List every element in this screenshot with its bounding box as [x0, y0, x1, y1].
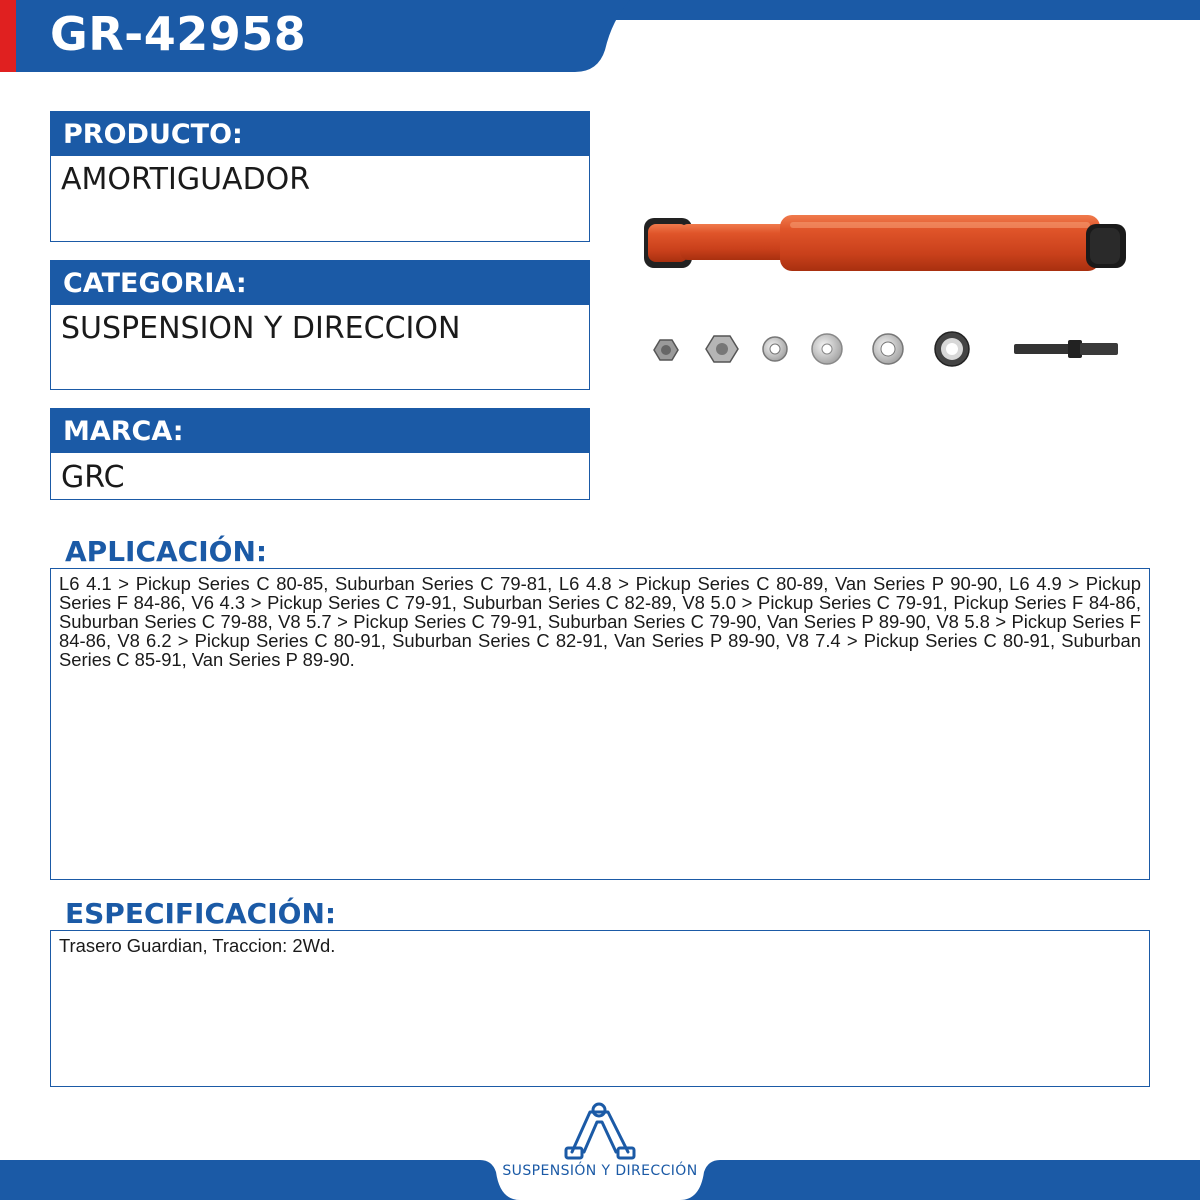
control-arm-icon [562, 1100, 638, 1164]
producto-value: AMORTIGUADOR [50, 156, 590, 242]
hardware-kit [654, 332, 1118, 366]
header-accent-stripe [0, 0, 16, 72]
aplicacion-title: APLICACIÓN: [65, 535, 268, 568]
aplicacion-text: L6 4.1 > Pickup Series C 80-85, Suburban Series C 79-81, L6 4.8 > Pickup Series C 80-89, Van Series P 90-90, L6 4.9 > Pickup Series F 84-86, V6 4.3 > Pickup Series C 79-91, Suburban Series C 82-89, V8 5.0 > Pickup Series C 79-91, Pickup Series F 84-86, Suburban Series C 79-88, V8 5.7 > Pickup Series C 79-91, Suburban Series C 79-90, Van Series P 89-90, V8 5.8 > Pickup Series F 84-86, V8 6.2 > Pickup Series C 80-91, Suburban Series C 82-91, Van Series P 89-90, V8 7.4 > Pickup Series C 80-91, Suburban Series C 85-91, Van Series P 89-90. [59, 573, 1141, 670]
categoria-value: SUSPENSION Y DIRECCION [50, 305, 590, 390]
especificacion-text: Trasero Guardian, Traccion: 2Wd. [59, 935, 336, 956]
marca-value: GRC [50, 453, 590, 500]
field-categoria [50, 260, 590, 390]
aplicacion-box [50, 568, 1150, 880]
producto-label: PRODUCTO: [50, 111, 590, 156]
especificacion-box [50, 930, 1150, 1087]
page-title: GR-42958 [50, 7, 307, 61]
shock-absorber-icon [620, 180, 1130, 390]
footer-label: SUSPENSIÓN Y DIRECCIÓN [502, 1163, 698, 1179]
especificacion-title: ESPECIFICACIÓN: [65, 897, 337, 930]
field-marca [50, 408, 590, 500]
marca-label: MARCA: [50, 408, 590, 453]
categoria-label: CATEGORIA: [50, 260, 590, 305]
field-producto [50, 111, 590, 242]
